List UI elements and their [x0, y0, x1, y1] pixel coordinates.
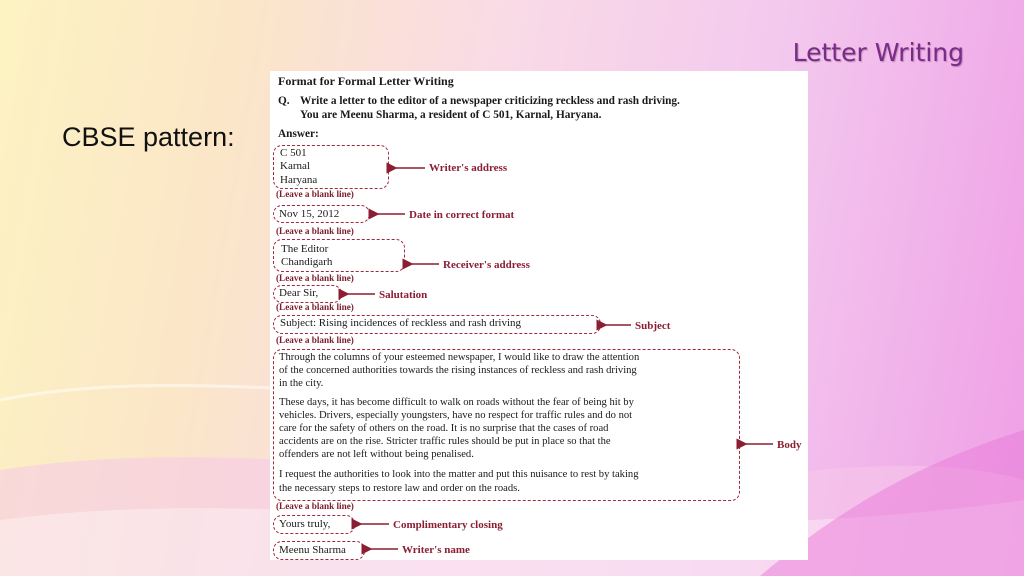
slide-title: Letter Writing: [792, 38, 964, 67]
blank-line-note: (Leave a blank line): [276, 273, 354, 283]
writer-address-line-2: Karnal: [280, 160, 310, 172]
body-p1-line-3: in the city.: [279, 378, 324, 389]
body-p2-line-1: These days, it has become difficult to walk on roads without the fear of being hit by: [279, 397, 634, 408]
annotation-arrows: [270, 71, 808, 560]
body-p2-line-2: vehicles. Drivers, especially youngsters, have no respect for traffic rules and do not: [279, 410, 633, 421]
label-closing: Complimentary closing: [393, 519, 503, 531]
blank-line-note: (Leave a blank line): [276, 302, 354, 312]
label-writer-address: Writer's address: [429, 162, 508, 174]
writer-address-line-1: C 501: [280, 147, 307, 159]
body-p3-line-1: I request the authorities to look into the matter and put this nuisance to rest by taking: [279, 469, 639, 480]
label-writer-name: Writer's name: [402, 544, 470, 556]
salutation-text: Dear Sir,: [279, 287, 319, 299]
side-label: CBSE pattern:: [62, 122, 235, 152]
writer-address-line-3: Haryana: [280, 174, 318, 186]
writer-name-text: Meenu Sharma: [279, 544, 346, 556]
blank-line-note: (Leave a blank line): [276, 335, 354, 345]
body-p2-line-4: accidents are on the rise. Stricter traffic rules should be put in place so that the: [279, 436, 611, 447]
blank-line-note: (Leave a blank line): [276, 226, 354, 236]
question-prefix: Q.: [278, 95, 290, 107]
question-line-1: Write a letter to the editor of a newspaper criticizing reckless and rash driving.: [300, 95, 680, 107]
blank-line-note: (Leave a blank line): [276, 189, 354, 199]
label-salutation: Salutation: [379, 289, 428, 301]
label-subject: Subject: [635, 320, 671, 332]
body-p2-line-3: care for the safety of others on the road. It is no surprise that the cases of road: [279, 423, 609, 434]
label-date: Date in correct format: [409, 209, 515, 221]
body-p2-line-5: offenders are not left without being penalised.: [279, 449, 474, 460]
label-body: Body: [777, 439, 802, 451]
blank-line-note: (Leave a blank line): [276, 501, 354, 511]
receiver-address-line-2: Chandigarh: [281, 256, 333, 268]
letter-format-document: [270, 71, 808, 560]
letter-date: Nov 15, 2012: [279, 208, 340, 220]
receiver-address-line-1: The Editor: [281, 243, 329, 255]
body-p1-line-1: Through the columns of your esteemed newspaper, I would like to draw the attention: [279, 352, 640, 363]
closing-text: Yours truly,: [279, 518, 331, 530]
label-receiver-address: Receiver's address: [443, 259, 530, 271]
question-line-2: You are Meenu Sharma, a resident of C 501, Karnal, Haryana.: [300, 109, 602, 121]
answer-label: Answer:: [278, 128, 319, 140]
body-p3-line-2: the necessary steps to restore law and order on the roads.: [279, 483, 520, 494]
doc-heading: Format for Formal Letter Writing: [278, 74, 454, 88]
subject-text: Subject: Rising incidences of reckless and rash driving: [280, 317, 522, 329]
body-p1-line-2: of the concerned authorities towards the rising instances of reckless and rash driving: [279, 365, 637, 376]
